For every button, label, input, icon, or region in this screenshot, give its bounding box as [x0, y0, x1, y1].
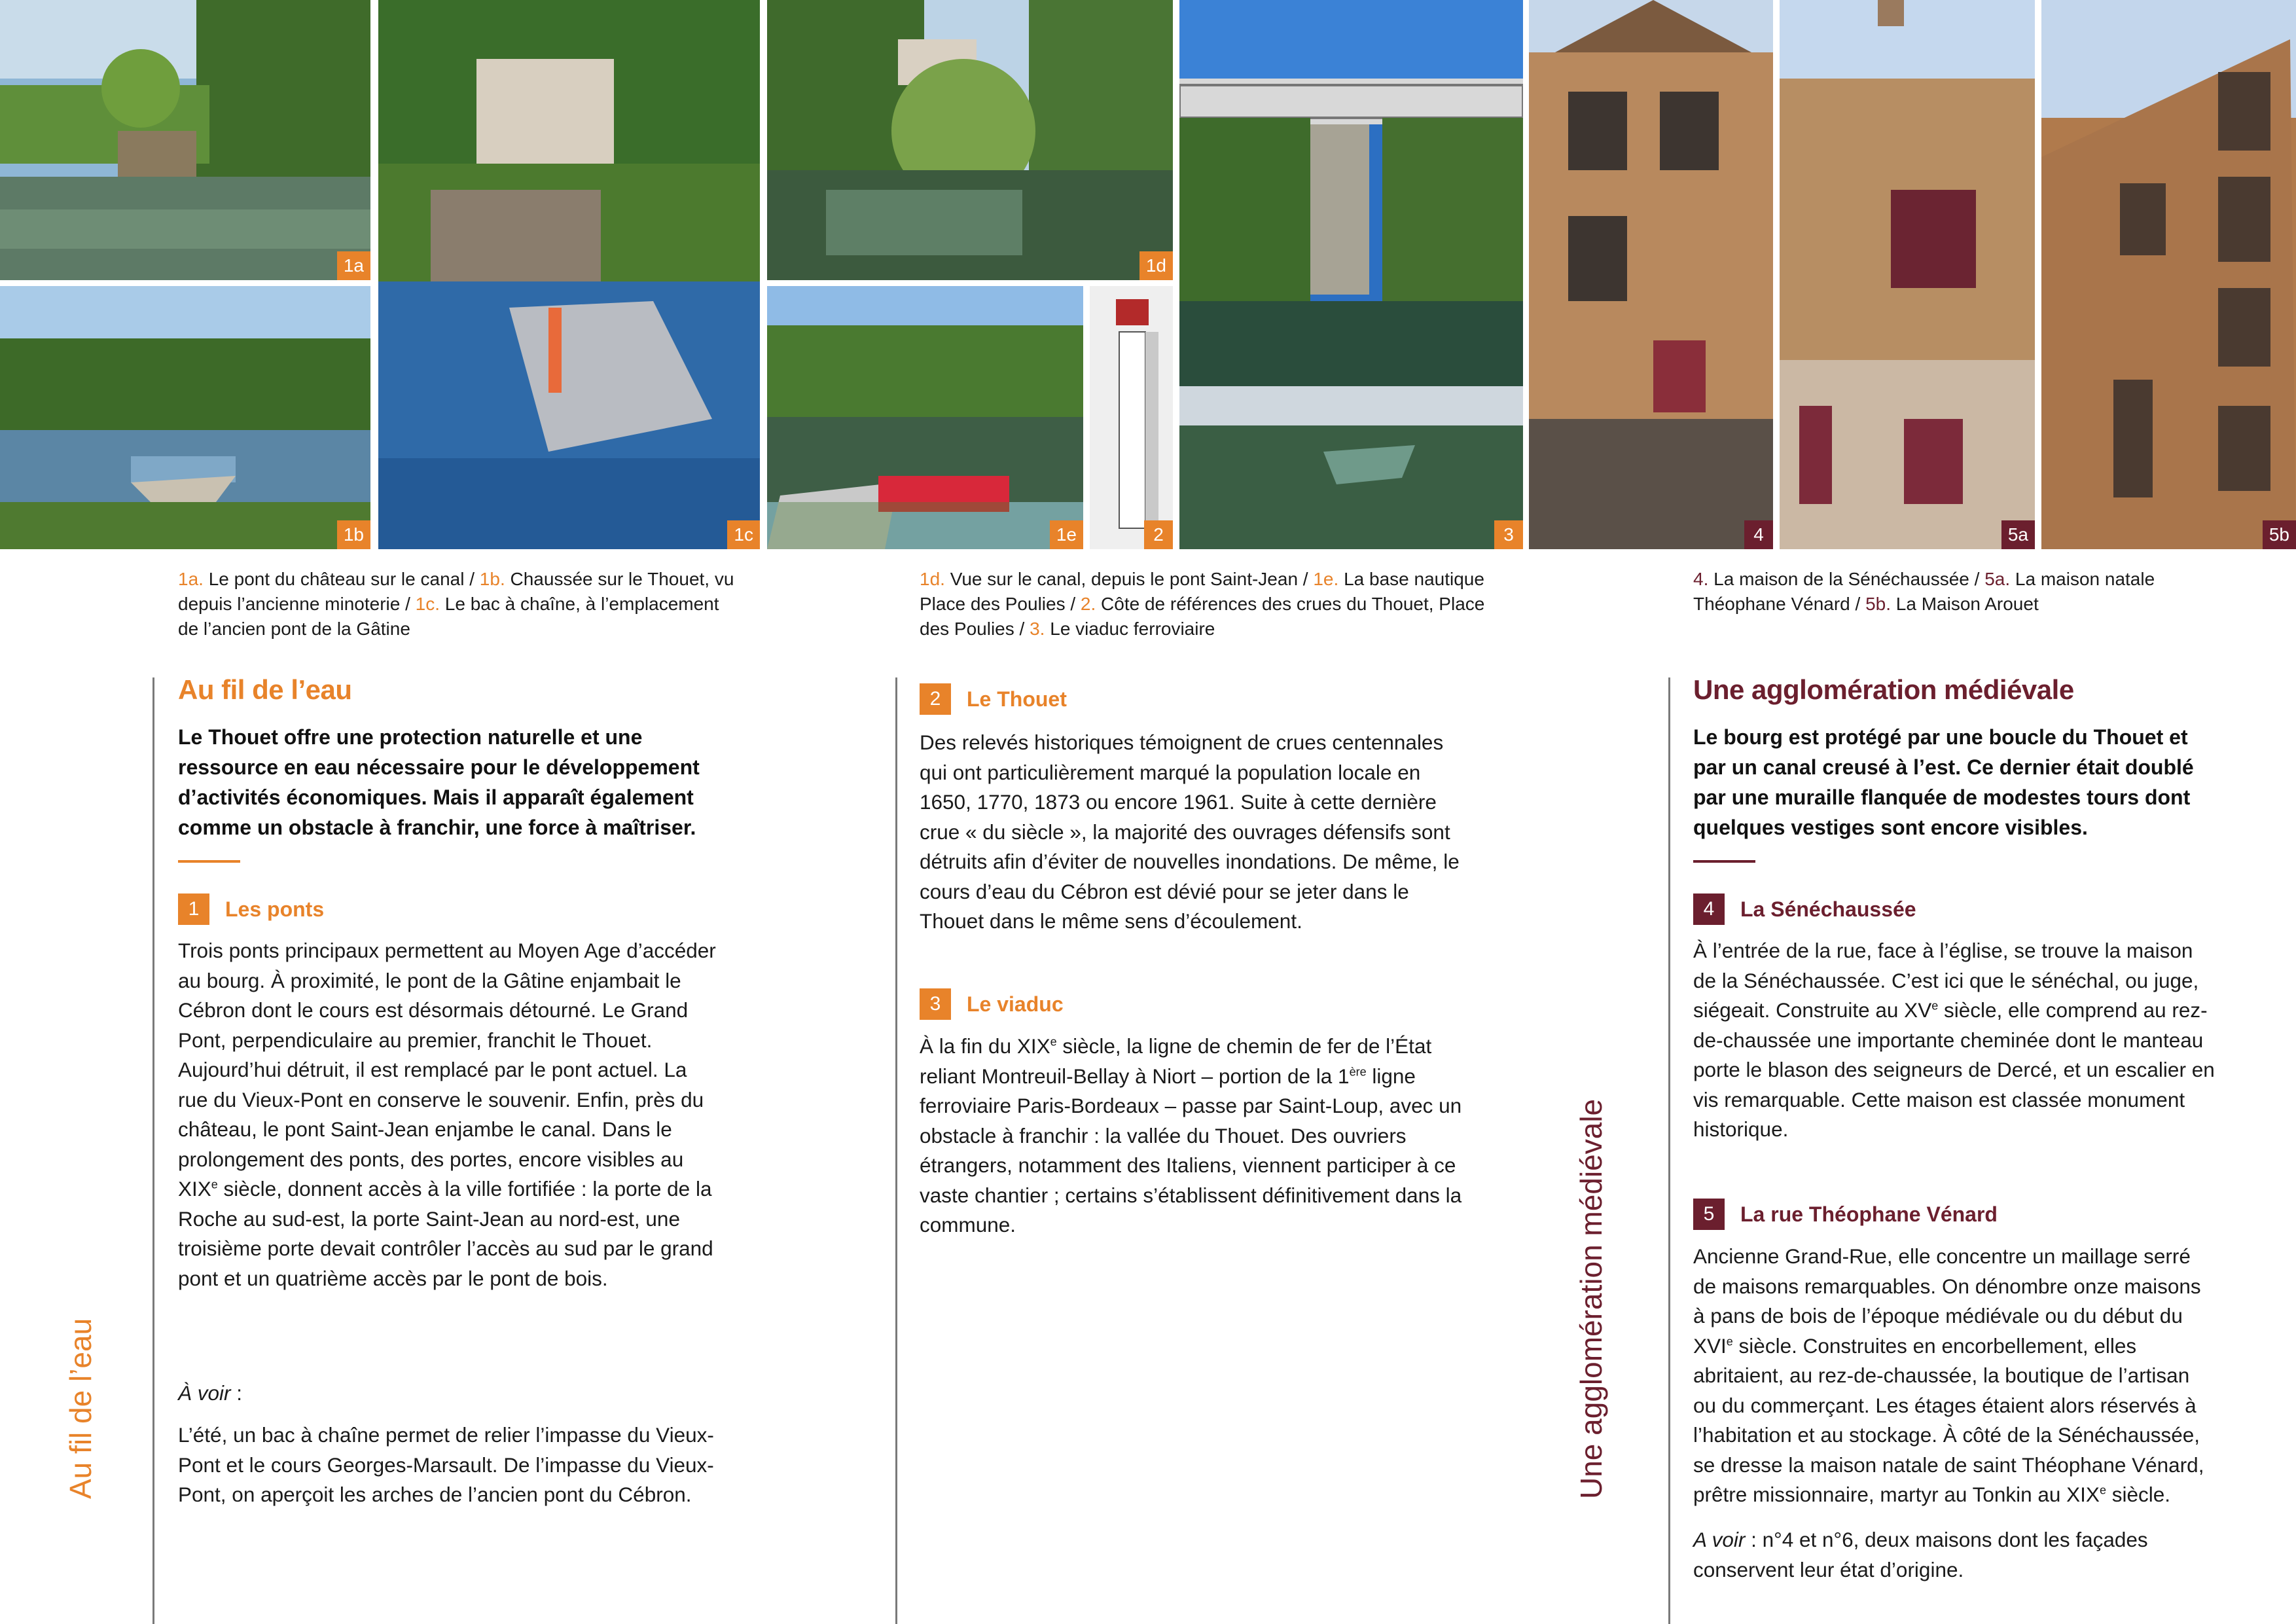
- caption-text: Le pont du château sur le canal /: [203, 569, 480, 589]
- subsection-title: Les ponts: [225, 897, 325, 921]
- photo-1e: [767, 286, 1083, 549]
- subsection-number: 5: [1693, 1199, 1725, 1230]
- photo-label: 4: [1744, 520, 1773, 549]
- body-text: ligne ferroviaire Paris-Bordeaux – passe par Saint-Loup, avec un obstacle à franchir : la vallée du Thouet. Des ouvriers étrangers, notamment des Italiens, viennent participer à ce vaste chantier ; certains s’établissent définitivement dans la commune.: [920, 1064, 1462, 1236]
- section-title: Au fil de l’eau: [178, 674, 352, 705]
- photo-2: [1090, 286, 1173, 549]
- section-lead: Le Thouet offre une protection naturelle et une ressource en eau nécessaire pour le développement d’activités économiques. Mais il apparaît également comme un obstacle à franchir, une force à maîtriser.: [178, 725, 700, 839]
- subsection-header-3: [920, 988, 1064, 1020]
- column-divider: [895, 677, 897, 1624]
- caption-number: 5a.: [1984, 569, 2011, 589]
- caption-text: Le viaduc ferroviaire: [1045, 619, 1215, 639]
- photo-5a: [1780, 0, 2035, 549]
- subsection-number: 4: [1693, 893, 1725, 925]
- body-text: Ancienne Grand-Rue, elle concentre un maillage serré de maisons remarquables. On dénombre onze maisons à pans de bois de l’époque médiévale ou du début du XVI: [1693, 1244, 2201, 1358]
- caption-middle: [920, 567, 1496, 641]
- a-voir-text: [1693, 1525, 2217, 1585]
- caption-number: 5b.: [1865, 594, 1892, 614]
- subsection-body-3: [920, 1032, 1463, 1240]
- subsection-number: 1: [178, 893, 209, 925]
- caption-number: 2.: [1080, 594, 1096, 614]
- caption-text: Côte de références des crues du Thouet, Place des Poulies /: [920, 594, 1485, 639]
- body-text: :: [230, 1381, 243, 1405]
- body-text: Trois ponts principaux permettent au Moyen Age d’accéder au bourg. À proximité, le pont de la Gâtine enjambait le Cébron dont le cours est désormais détourné. Le Grand Pont, perpendiculaire au premier, franchit le Thouet. Aujourd’hui détruit, il est remplacé par le pont actuel. La rue du Vieux-Pont en conserve le souvenir. Enfin, près du château, le pont Saint-Jean enjambe le canal. Dans le prolongement des ponts, des portes, encore visibles au XIX: [178, 939, 716, 1200]
- body-text: siècle.: [2106, 1483, 2171, 1506]
- body-text: : n°4 et n°6, deux maisons dont les façades conservent leur état d’origine.: [1693, 1528, 2148, 1581]
- subsection-header-1: [178, 893, 324, 925]
- body-text: siècle, elle comprend au rez-de-chaussée une importante cheminée dont le manteau porte le blason des seigneurs de Dercé, et un escalier en vis remarquable. Cette maison est classée monument historique.: [1693, 998, 2215, 1141]
- caption-number: 3.: [1030, 619, 1045, 639]
- subsection-title: Le Thouet: [967, 687, 1067, 711]
- photo-1d: [767, 0, 1173, 280]
- photo-1b: [0, 286, 370, 549]
- body-text: siècle, donnent accès à la ville fortifiée : la porte de la Roche au sud-est, la porte Saint-Jean au nord-est, une troisième porte devait contrôler l’accès au sud par le grand pont et un quatrième accès par le pont de bois.: [178, 1177, 713, 1290]
- photo-1a: [0, 0, 370, 280]
- caption-number: 1b.: [479, 569, 505, 589]
- sidebar-title-left: Au fil de l’eau: [63, 1318, 98, 1499]
- subsection-title: Le viaduc: [967, 992, 1064, 1016]
- a-voir-italic: A voir: [1693, 1528, 1746, 1551]
- photo-label: 1d: [1139, 251, 1173, 280]
- a-voir-label: [178, 1379, 721, 1409]
- photo-1c: [378, 0, 760, 549]
- caption-text: La base nautique Place des Poulies /: [920, 569, 1484, 614]
- sidebar-title-right: Une agglomération médiévale: [1574, 1098, 1608, 1499]
- caption-number: 1c.: [415, 594, 440, 614]
- photo-5b: [2041, 0, 2296, 549]
- subsection-title: La rue Théophane Vénard: [1740, 1202, 1998, 1226]
- caption-right: [1693, 567, 2243, 617]
- subsection-body-2: Des relevés historiques témoignent de crues centennales qui ont particulièrement marqué la population locale en 1650, 1770, 1873 ou encore 1961. Suite à cette dernière crue « du siècle », la majorité des ouvrages défensifs sont détruits afin d’éviter de nouvelles inondations. De même, le cours d’eau du Cébron est dévié pour se jeter dans le Thouet dans le même sens d’écoulement.: [920, 731, 1460, 933]
- body-text: À la fin du XIX: [920, 1034, 1050, 1058]
- subsection-header-4: [1693, 893, 1916, 925]
- section-rule: [178, 860, 240, 863]
- subsection-number: 3: [920, 988, 951, 1020]
- body-text: siècle. Construites en encorbellement, elles abritaient, au rez-de-chaussée, la boutique de l’artisan ou du commerçant. Les étages étaient alors réservés à l’habitation et au stockage. À côté de la Sénéchaussée, se dresse la maison natale de saint Théophane Vénard, prêtre missionnaire, martyr au Tonkin au XIX: [1693, 1333, 2204, 1506]
- a-voir-italic: À voir: [178, 1381, 231, 1405]
- photo-label: 2: [1144, 520, 1173, 549]
- photo-label: 3: [1494, 520, 1523, 549]
- caption-number: 1a.: [178, 569, 204, 589]
- photo-label: 1e: [1050, 520, 1083, 549]
- superscript: e: [1050, 1035, 1057, 1049]
- subsection-header-2: [920, 683, 1067, 715]
- body-text: À l’entrée de la rue, face à l’église, se trouve la maison de la Sénéchaussée. C’est ici que le sénéchal, ou juge, siégeait. Construite au XV: [1693, 939, 2199, 1022]
- subsection-body-5: [1693, 1242, 2217, 1510]
- superscript: e: [2099, 1483, 2106, 1497]
- caption-text: La maison natale Théophane Vénard /: [1693, 569, 2155, 614]
- section-lead: Le bourg est protégé par une boucle du Thouet et par un canal creusé à l’est. Ce dernier était doublé par une muraille flanquée de modestes tours dont quelques vestiges sont encore visibles.: [1693, 725, 2194, 839]
- a-voir-text: L’été, un bac à chaîne permet de relier l’impasse du Vieux-Pont et le cours Georges-Marsault. De l’impasse du Vieux-Pont, on aperçoit les arches de l’ancien pont du Cébron.: [178, 1423, 714, 1506]
- photo-3: [1179, 0, 1523, 549]
- caption-number: 1e.: [1313, 569, 1339, 589]
- photo-label: 5a: [2001, 520, 2035, 549]
- caption-text: Vue sur le canal, depuis le pont Saint-Jean /: [944, 569, 1314, 589]
- superscript: e: [1726, 1335, 1733, 1348]
- subsection-body-1: [178, 936, 721, 1293]
- superscript: e: [1931, 999, 1939, 1013]
- photo-label: 1b: [337, 520, 370, 549]
- caption-left: [178, 567, 734, 641]
- subsection-header-5: [1693, 1199, 1998, 1230]
- subsection-number: 2: [920, 683, 951, 715]
- subsection-title: La Sénéchaussée: [1740, 897, 1916, 921]
- photo-label: 1c: [727, 520, 760, 549]
- section-title: Une agglomération médiévale: [1693, 674, 2074, 705]
- body-text: siècle, la ligne de chemin de fer de l’État reliant Montreuil-Bellay à Niort – portion de la 1: [920, 1034, 1432, 1088]
- column-divider: [152, 677, 154, 1624]
- photo-label: 5b: [2263, 520, 2296, 549]
- caption-text: La Maison Arouet: [1891, 594, 2039, 614]
- caption-number: 1d.: [920, 569, 945, 589]
- caption-text: Chaussée sur le Thouet, vu depuis l’ancienne minoterie /: [178, 569, 734, 614]
- superscript: ère: [1349, 1065, 1367, 1078]
- subsection-body-4: [1693, 936, 2217, 1145]
- photo-label: 1a: [337, 251, 370, 280]
- caption-text: La maison de la Sénéchaussée /: [1708, 569, 1985, 589]
- superscript: e: [211, 1178, 218, 1191]
- caption-number: 4.: [1693, 569, 1709, 589]
- column-divider: [1668, 677, 1670, 1624]
- photo-4: [1529, 0, 1773, 549]
- caption-text: Le bac à chaîne, à l’emplacement de l’ancien pont de la Gâtine: [178, 594, 719, 639]
- section-rule: [1693, 860, 1755, 863]
